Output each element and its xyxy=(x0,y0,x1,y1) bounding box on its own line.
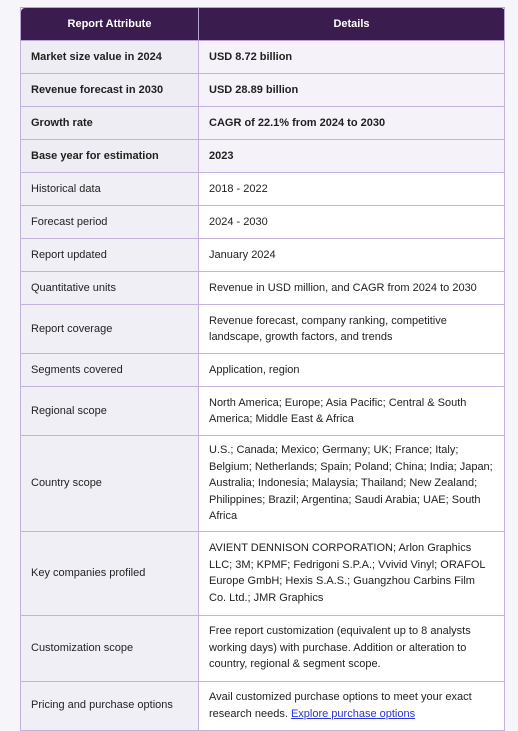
row-detail xyxy=(199,681,505,730)
report-attributes-table-container xyxy=(20,7,504,731)
table-row xyxy=(21,615,505,681)
table-row xyxy=(21,173,505,206)
row-attribute: Quantitative units xyxy=(21,272,199,305)
table-header-row xyxy=(21,8,505,41)
table-row xyxy=(21,387,505,436)
row-attribute: Market size value in 2024 xyxy=(21,41,199,74)
table-row xyxy=(21,272,505,305)
row-detail: 2024 - 2030 xyxy=(199,206,505,239)
explore-purchase-options-link[interactable]: Explore purchase options xyxy=(290,707,416,720)
table-row xyxy=(21,436,505,532)
table-row xyxy=(21,140,505,173)
row-attribute: Report updated xyxy=(21,239,199,272)
row-attribute: Historical data xyxy=(21,173,199,206)
table-row xyxy=(21,305,505,354)
table-row xyxy=(21,41,505,74)
row-attribute: Key companies profiled xyxy=(21,531,199,615)
row-attribute: Customization scope xyxy=(21,615,199,681)
row-attribute: Report coverage xyxy=(21,305,199,354)
row-attribute: Base year for estimation xyxy=(21,140,199,173)
row-attribute: Regional scope xyxy=(21,387,199,436)
table-row xyxy=(21,206,505,239)
row-detail: USD 28.89 billion xyxy=(199,74,505,107)
row-detail: Revenue in USD million, and CAGR from 2024 to 2030 xyxy=(199,272,505,305)
report-attributes-table xyxy=(20,7,505,731)
row-detail: Application, region xyxy=(199,354,505,387)
row-attribute: Country scope xyxy=(21,436,199,532)
header-report-attribute: Report Attribute xyxy=(21,8,199,41)
row-detail: Free report customization (equivalent up to 8 analysts working days) with purchase. Addition or alteration to country, regional & segment scope. xyxy=(199,615,505,681)
table-row xyxy=(21,107,505,140)
row-attribute: Revenue forecast in 2030 xyxy=(21,74,199,107)
row-detail: 2018 - 2022 xyxy=(199,173,505,206)
row-detail: USD 8.72 billion xyxy=(199,41,505,74)
row-attribute: Pricing and purchase options xyxy=(21,681,199,730)
table-row xyxy=(21,681,505,730)
row-detail: Revenue forecast, company ranking, competitive landscape, growth factors, and trends xyxy=(199,305,505,354)
table-row xyxy=(21,531,505,615)
row-detail: AVIENT DENNISON CORPORATION; Arlon Graphics LLC; 3M; KPMF; Fedrigoni S.P.A.; Vvivid Vinyl; ORAFOL Europe GmbH; Hexis S.A.S.; Guangzhou Carbins Film Co. Ltd.; JMR Graphics xyxy=(199,531,505,615)
table-row xyxy=(21,74,505,107)
table-row xyxy=(21,354,505,387)
row-detail: January 2024 xyxy=(199,239,505,272)
row-detail: U.S.; Canada; Mexico; Germany; UK; France; Italy; Belgium; Netherlands; Spain; Poland; China; India; Japan; Australia; Indonesia; Malaysia; Thailand; New Zealand; Philippines; Brazil; Argentina; Saudi Arabia; UAE; South Africa xyxy=(199,436,505,532)
row-attribute: Forecast period xyxy=(21,206,199,239)
row-attribute: Segments covered xyxy=(21,354,199,387)
row-attribute: Growth rate xyxy=(21,107,199,140)
row-detail: North America; Europe; Asia Pacific; Central & South America; Middle East & Africa xyxy=(199,387,505,436)
table-row xyxy=(21,239,505,272)
row-detail: 2023 xyxy=(199,140,505,173)
pricing-text: Avail customized purchase options to meet your exact research needs. xyxy=(209,691,472,720)
header-details: Details xyxy=(199,8,505,41)
row-detail: CAGR of 22.1% from 2024 to 2030 xyxy=(199,107,505,140)
